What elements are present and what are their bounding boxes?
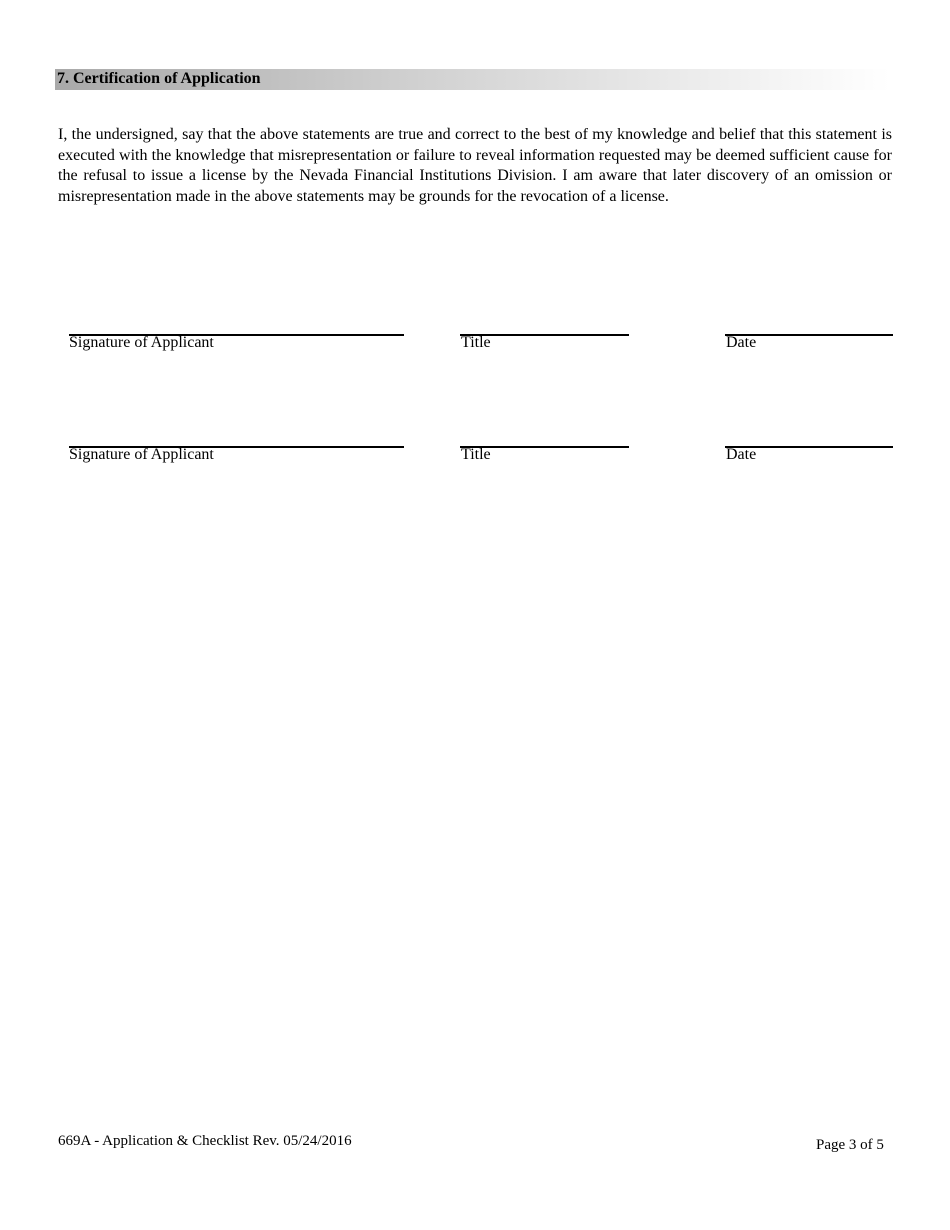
title-label: Title xyxy=(461,334,491,351)
signature-label: Signature of Applicant xyxy=(69,446,214,463)
section-header xyxy=(55,69,890,90)
date-label: Date xyxy=(726,334,757,351)
certification-statement: I, the undersigned, say that the above statements are true and correct to the best of my knowledge and belief that this statement is executed with the knowledge that misrepresentation or failure to reveal information requested may be deemed sufficient cause for the refusal to issue a license by the Nevada Financial Institutions Division. I am aware that later discovery of an omission or misrepresentation made in the above statements may be grounds for the revocation of a license. xyxy=(58,126,892,205)
signature-label: Signature of Applicant xyxy=(69,334,214,351)
form-revision: 669A - Application & Checklist Rev. 05/24/2016 xyxy=(58,1133,352,1149)
page-number: Page 3 of 5 xyxy=(816,1137,884,1153)
date-label: Date xyxy=(726,446,757,463)
title-label: Title xyxy=(461,446,491,463)
section-title: 7. Certification of Application xyxy=(57,70,261,87)
